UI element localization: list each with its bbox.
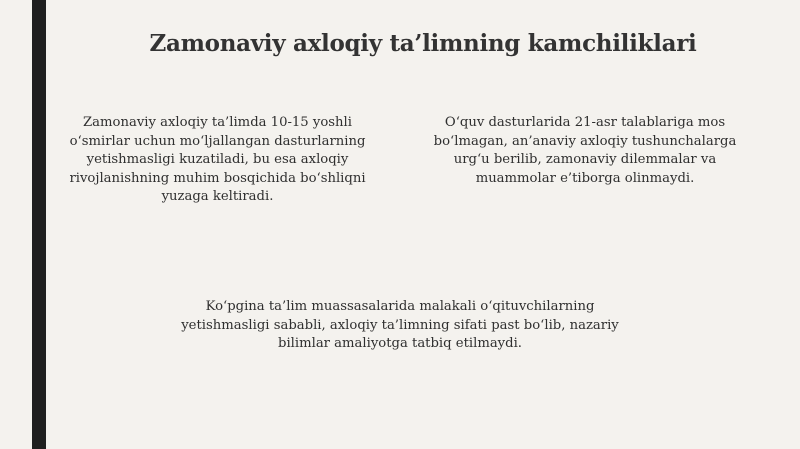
paragraph-left: Zamonaviy axloqiy ta’limda 10-15 yoshli o‘smirlar uchun mo‘ljallangan dasturlarning yetishmasligi kuzatiladi, bu esa axloqiy rivojlanishning muhim bosqichida bo‘shliqni yuzaga keltiradi. bbox=[69, 115, 366, 205]
paragraph-right: O‘quv dasturlarida 21-asr talablariga mos bo‘lmagan, an’anaviy axloqiy tushunchalarga urg‘u berilib, zamonaviy dilemmalar va muammolar e’tiborga olinmaydi. bbox=[433, 115, 737, 186]
paragraph-bottom: Ko‘pgina ta’lim muassasalarida malakali o‘qituvchilarning yetishmasligi sababli, axloqiy ta’limning sifati past bo‘lib, nazariy bilimlar amaliyotga tatbiq etilmaydi. bbox=[181, 299, 619, 352]
accent-bar bbox=[32, 0, 46, 449]
slide-title: Zamonaviy axloqiy ta’limning kamchiliklari bbox=[149, 30, 697, 57]
